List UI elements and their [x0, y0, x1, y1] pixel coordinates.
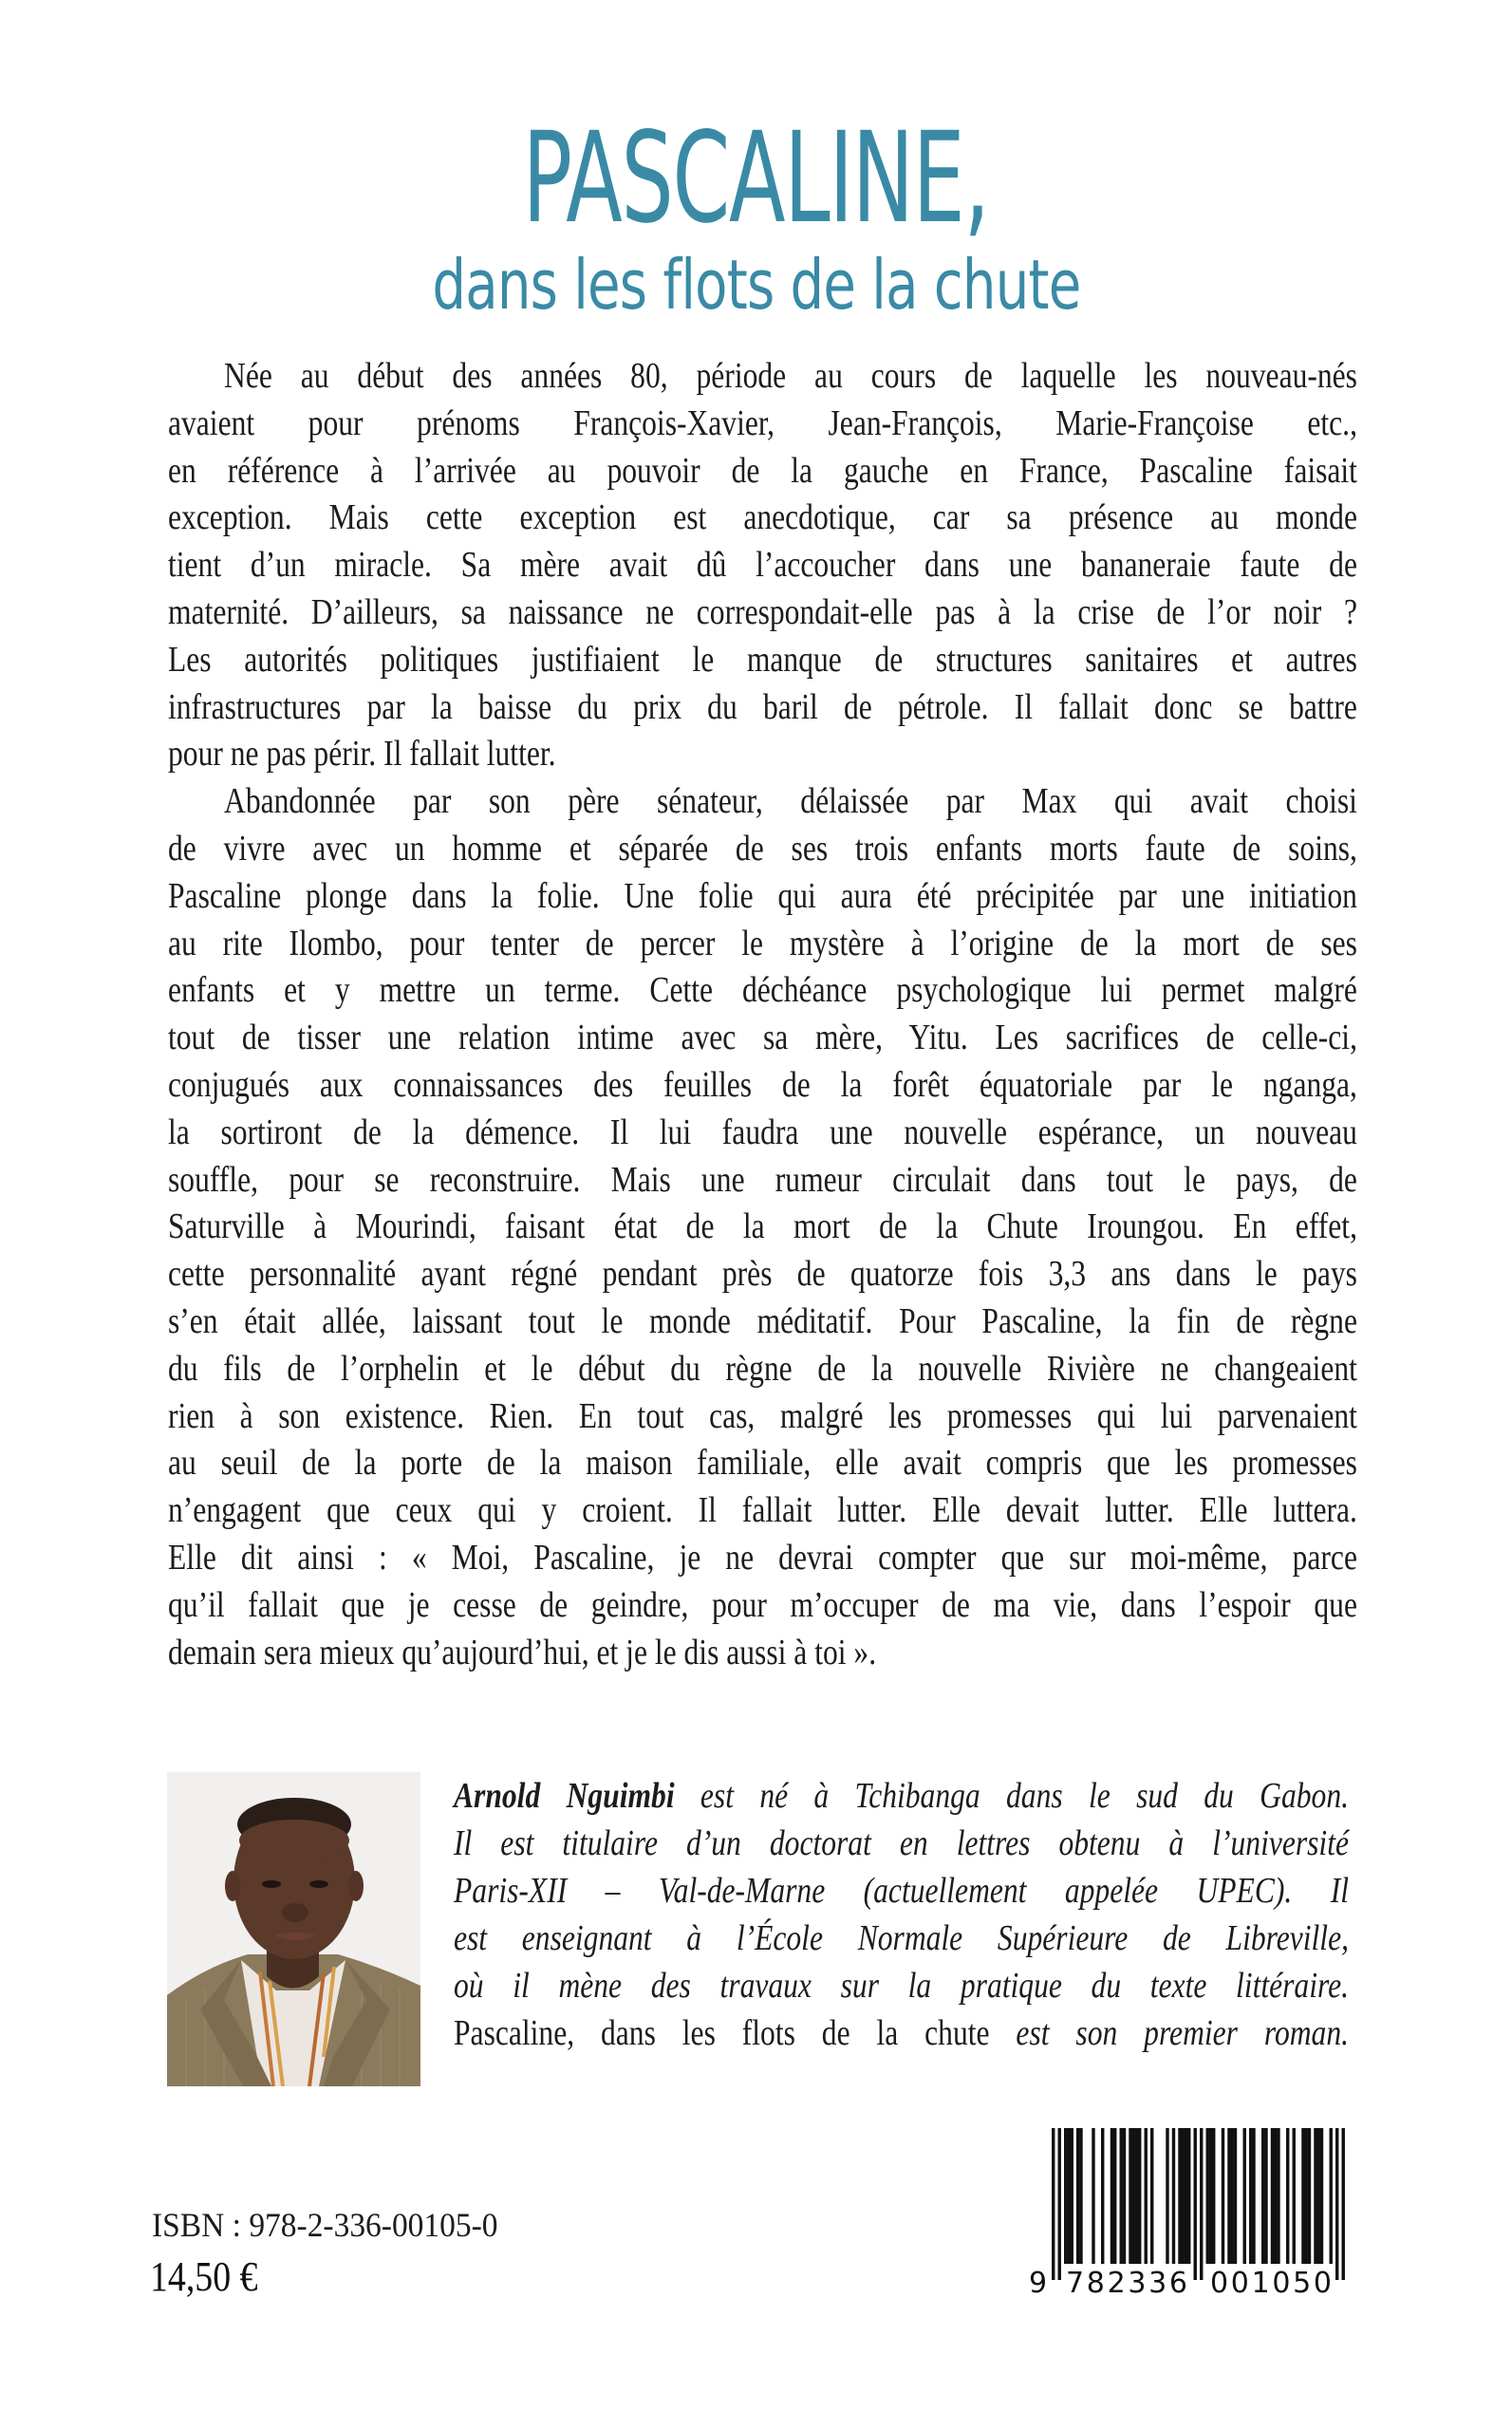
isbn-label: ISBN : 978-2-336-00105-0 — [152, 2206, 498, 2244]
author-name: Arnold Nguimbi — [454, 1776, 675, 1816]
barcode-right-digits: 001050 — [1210, 2267, 1332, 2300]
text-line: souffle, pour se reconstruire. Mais une rumeur circulait dans tout le pays, de — [168, 1159, 1357, 1200]
synopsis-paragraph-1 — [168, 353, 1357, 778]
text-line: Elle dit ainsi : « Moi, Pascaline, je ne devrai compter que sur moi-même, parce — [168, 1537, 1357, 1578]
book-title-reference: Pascaline, dans les flots de la chute — [454, 2013, 990, 2053]
text-line: Abandonnée par son père sénateur, délaissée par Max qui avait choisi — [224, 781, 1357, 822]
price-label: 14,50 € — [150, 2253, 258, 2300]
barcode-icon — [1023, 2124, 1355, 2305]
bio-line: Paris-XII – Val-de-Marne (actuellement appelée UPEC). Il — [454, 1871, 1349, 1911]
text-line: Les autorités politiques justifiaient le manque de structures sanitaires et autres — [168, 639, 1357, 680]
text-line: exception. Mais cette exception est anecdotique, car sa présence au monde — [168, 497, 1357, 538]
bio-line: est enseignant à l’École Normale Supérieure de Libreville, — [454, 1918, 1349, 1958]
bio-line: Il est titulaire d’un doctorat en lettres obtenu à l’université — [454, 1823, 1349, 1863]
text-line: cette personnalité ayant régné pendant près de quatorze fois 3,3 ans dans le pays — [168, 1254, 1357, 1295]
text-line: conjugués aux connaissances des feuilles de la forêt équatoriale par le nganga, — [168, 1064, 1357, 1105]
bio-line — [454, 2009, 1349, 2057]
text-line: au rite Ilombo, pour tenter de percer le mystère à l’origine de la mort de ses — [168, 923, 1357, 963]
text-line: infrastructures par la baisse du prix du baril de pétrole. Il fallait donc se battre — [168, 686, 1357, 727]
text-line: du fils de l’orphelin et le début du règne de la nouvelle Rivière ne changeaient — [168, 1348, 1357, 1389]
text-line: tout de tisser une relation intime avec sa mère, Yitu. Les sacrifices de celle-ci, — [168, 1018, 1357, 1058]
text-line: de vivre avec un homme et séparée de ses trois enfants morts faute de soins, — [168, 828, 1357, 869]
text-line: pour ne pas périr. Il fallait lutter. — [168, 734, 556, 775]
text-line: Pascaline plonge dans la folie. Une folie qui aura été précipitée par une initiation — [168, 875, 1357, 916]
text-line: la sortiront de la démence. Il lui faudra une nouvelle espérance, un nouveau — [168, 1112, 1357, 1152]
text-line: rien à son existence. Rien. En tout cas, malgré les promesses qui lui parvenaient — [168, 1395, 1357, 1436]
book-title: PASCALINE, — [522, 105, 990, 252]
text-line: demain sera mieux qu’aujourd’hui, et je le dis aussi à toi ». — [168, 1632, 877, 1672]
text-line: en référence à l’arrivée au pouvoir de la gauche en France, Pascaline faisait — [168, 450, 1357, 491]
book-subtitle: dans les flots de la chute — [431, 245, 1081, 325]
text-line: Saturville à Mourindi, faisant état de la mort de la Chute Iroungou. En effet, — [168, 1206, 1357, 1247]
synopsis-paragraph-2 — [168, 778, 1357, 1676]
barcode-left-digits: 782336 — [1066, 2267, 1187, 2300]
text-line: tient d’un miracle. Sa mère avait dû l’accoucher dans une bananeraie faute de — [168, 545, 1357, 586]
text-line: s’en était allée, laissant tout le monde méditatif. Pour Pascaline, la fin de règne — [168, 1300, 1357, 1341]
text-line: enfants et y mettre un terme. Cette déchéance psychologique lui permet malgré — [168, 970, 1357, 1011]
ean13-barcode — [1023, 2124, 1355, 2305]
synopsis — [168, 353, 1357, 1676]
bio-line: où il mène des travaux sur la pratique du texte littéraire. — [454, 1966, 1349, 2006]
text-line: n’engagent que ceux qui y croient. Il fallait lutter. Elle devait lutter. Elle luttera. — [168, 1490, 1357, 1531]
text-line: avaient pour prénoms François-Xavier, Jean-François, Marie-Françoise etc., — [168, 402, 1357, 443]
author-bio — [454, 1772, 1349, 2057]
bio-text: est né à Tchibanga dans le sud du Gabon. — [674, 1776, 1349, 1816]
bio-text: est son premier roman. — [989, 2013, 1349, 2053]
author-photo — [167, 1772, 420, 2086]
portrait-image — [167, 1772, 420, 2086]
text-line: au seuil de la porte de la maison familiale, elle avait compris que les promesses — [168, 1443, 1357, 1484]
text-line: qu’il fallait que je cesse de geindre, pour m’occuper de ma vie, dans l’espoir que — [168, 1584, 1357, 1625]
bio-line — [454, 1772, 1349, 1820]
barcode-first-digit: 9 — [1029, 2267, 1048, 2300]
text-line: Née au début des années 80, période au cours de laquelle les nouveau-nés — [224, 356, 1357, 396]
text-line: maternité. D’ailleurs, sa naissance ne correspondait-elle pas à la crise de l’or noir ? — [168, 591, 1357, 632]
